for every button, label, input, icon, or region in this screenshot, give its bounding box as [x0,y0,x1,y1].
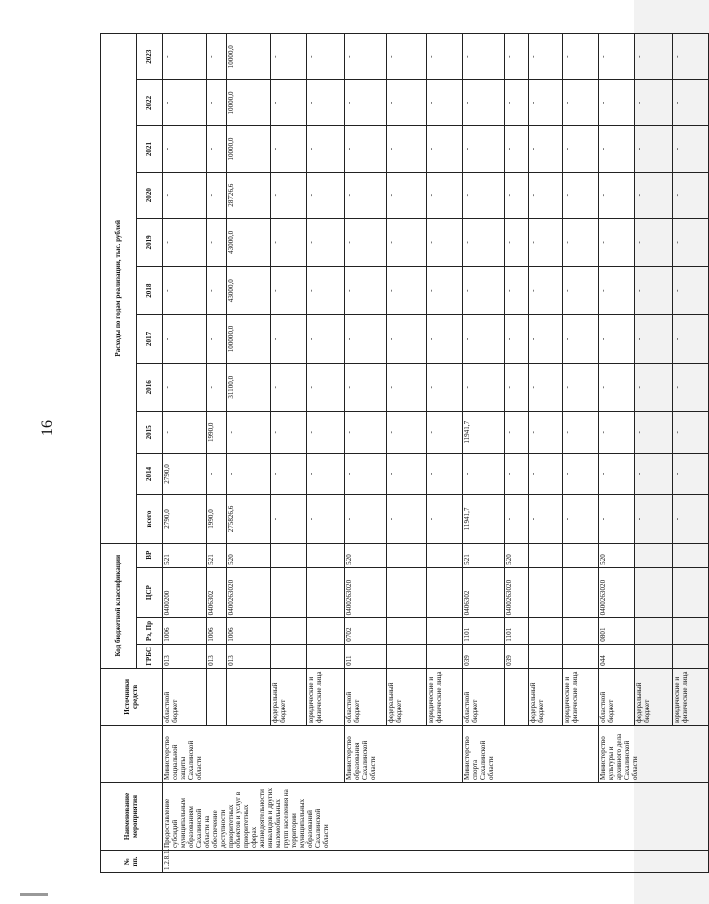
total-value: - [563,495,599,543]
year-value: - [387,411,427,453]
year-value: - [271,453,307,495]
grbs-code [427,644,463,668]
year-value: - [635,172,673,218]
vr-code: 520 [599,543,635,567]
year-value: - [427,315,463,363]
table-row [163,34,207,873]
year-value: - [505,363,529,411]
year-value: - [207,218,227,266]
header-year: 2017 [137,315,163,363]
year-value: - [563,267,599,315]
header-year: 2018 [137,267,163,315]
vr-code: 520 [345,543,387,567]
year-value: - [163,218,207,266]
year-value: - [635,34,673,80]
grbs-code [307,644,345,668]
csr-code [387,567,427,618]
year-value: - [163,80,207,126]
rzpr-code: 1006 [163,618,207,644]
year-value: - [163,34,207,80]
header-year: 2014 [137,453,163,495]
header-year: 2020 [137,172,163,218]
year-value: - [345,363,387,411]
year-value: - [163,267,207,315]
year-value: 43000,0 [227,267,271,315]
year-value: - [529,315,563,363]
rzpr-code [387,618,427,644]
rzpr-code [307,618,345,644]
year-value: - [563,218,599,266]
year-value: - [345,411,387,453]
year-value: - [673,411,709,453]
year-value: - [163,315,207,363]
year-value: - [635,453,673,495]
year-value: - [673,126,709,172]
year-value: - [505,315,529,363]
total-value: 275826,6 [227,495,271,543]
year-value: - [529,80,563,126]
grbs-code [387,644,427,668]
grbs-code: 013 [227,644,271,668]
header-name: Наименование мероприятия [101,782,163,850]
rzpr-code [563,618,599,644]
year-value: - [307,363,345,411]
year-value: - [345,34,387,80]
year-value: - [345,80,387,126]
year-value: - [207,267,227,315]
year-value: - [635,126,673,172]
year-value: - [271,126,307,172]
year-value: - [307,126,345,172]
total-value: - [505,495,529,543]
year-value: - [427,363,463,411]
vr-code [563,543,599,567]
year-value: - [271,34,307,80]
grbs-code: 039 [463,644,505,668]
grbs-code: 013 [163,644,207,668]
year-value: - [673,267,709,315]
year-value: - [307,218,345,266]
year-value: - [599,80,635,126]
year-value: - [163,126,207,172]
year-value: - [463,453,505,495]
grbs-code: 039 [505,644,529,668]
csr-code: 0406302 [207,567,227,618]
year-value: - [529,453,563,495]
executor-name: Министерство культуры и архивного дела Сахалинской области [599,725,709,782]
table-row [599,34,635,873]
csr-code [529,567,563,618]
year-value: - [271,411,307,453]
vr-code [673,543,709,567]
grbs-code: 044 [599,644,635,668]
year-value: - [387,315,427,363]
year-value: - [463,172,505,218]
csr-code [673,567,709,618]
header-expenses-group: Расходы по годам реализации, тыс. рублей [101,34,137,544]
year-value: - [387,172,427,218]
total-value: 2790,0 [163,495,207,543]
vr-code: 521 [207,543,227,567]
vr-code: 520 [227,543,271,567]
year-value: - [563,172,599,218]
year-value: - [307,80,345,126]
header-year: 2016 [137,363,163,411]
year-value: - [387,363,427,411]
year-value: - [635,218,673,266]
header-year: 2021 [137,126,163,172]
year-value: - [529,126,563,172]
funding-source: юридические и физические лица [563,668,599,725]
header-year: 2022 [137,80,163,126]
year-value: - [463,80,505,126]
vr-code [529,543,563,567]
year-value: - [635,80,673,126]
year-value: - [387,218,427,266]
year-value: 10000,0 [227,80,271,126]
executor-name: Министерство образования Сахалинской области [345,725,463,782]
total-value: - [673,495,709,543]
year-value: - [271,80,307,126]
year-value: - [307,315,345,363]
funding-source: юридические и физические лица [427,668,463,725]
grbs-code [673,644,709,668]
year-value: - [599,315,635,363]
year-value: - [563,315,599,363]
year-value: - [207,172,227,218]
rzpr-code [427,618,463,644]
funding-source: федеральный бюджет [529,668,563,725]
year-value: - [427,218,463,266]
rzpr-code [673,618,709,644]
year-value: - [345,315,387,363]
csr-code: 0400263020 [505,567,529,618]
header-csr: ЦСР [137,567,163,618]
vr-code [387,543,427,567]
csr-code: 0406302 [463,567,505,618]
year-value: - [505,411,529,453]
year-value: - [529,267,563,315]
vr-code [307,543,345,567]
year-value: - [563,411,599,453]
year-value: - [207,315,227,363]
year-value: - [673,34,709,80]
header-grbs: ГРБС [137,644,163,668]
funding-source [227,668,271,725]
csr-code: 0400263020 [227,567,271,618]
year-value: - [307,453,345,495]
year-value: - [427,453,463,495]
vr-code: 521 [463,543,505,567]
rzpr-code: 0801 [599,618,635,644]
year-value: - [387,267,427,315]
page-number: 16 [39,420,56,436]
year-value: - [673,218,709,266]
year-value: 100000,0 [227,315,271,363]
year-value: - [563,126,599,172]
year-value: - [505,80,529,126]
year-value: - [387,126,427,172]
budget-table [100,33,709,873]
total-value: 1990,0 [207,495,227,543]
grbs-code [563,644,599,668]
year-value: - [163,363,207,411]
executor-name: Министерство спорта Сахалинской области [463,725,599,782]
year-value: - [345,172,387,218]
year-value: - [599,411,635,453]
table-row [345,34,387,873]
header-executor [101,725,163,782]
year-value: - [505,267,529,315]
header-source: Источники средств [101,668,163,725]
table-header [101,34,163,873]
funding-source: федеральный бюджет [271,668,307,725]
funding-source: областной бюджет [599,668,635,725]
header-year: 2015 [137,411,163,453]
year-value: - [307,34,345,80]
total-value: - [345,495,387,543]
csr-code: 0400263020 [599,567,635,618]
year-value: - [207,363,227,411]
total-value: - [307,495,345,543]
vr-code: 520 [505,543,529,567]
year-value: - [345,218,387,266]
total-value: - [635,495,673,543]
funding-source: юридические и физические лица [673,668,709,725]
year-value: - [505,34,529,80]
year-value: - [271,363,307,411]
header-code-group: Код бюджетной классификации [101,543,137,668]
year-value: - [345,453,387,495]
year-value: - [227,411,271,453]
scan-edge-mark [20,893,48,896]
year-value: - [529,172,563,218]
year-value: - [563,363,599,411]
funding-source: федеральный бюджет [387,668,427,725]
year-value: - [505,218,529,266]
year-value: 10000,0 [227,126,271,172]
year-value: - [307,172,345,218]
year-value: - [271,267,307,315]
year-value: 28726,6 [227,172,271,218]
year-value: - [563,453,599,495]
year-value: - [505,453,529,495]
year-value: - [673,363,709,411]
funding-source [505,668,529,725]
year-value: - [427,80,463,126]
year-value: - [387,80,427,126]
year-value: - [207,126,227,172]
year-value: - [163,411,207,453]
grbs-code [529,644,563,668]
year-value: - [505,126,529,172]
year-value: - [563,80,599,126]
year-value: - [673,172,709,218]
header-num: № пп. [101,851,163,873]
total-value: - [529,495,563,543]
csr-code [635,567,673,618]
total-value: - [271,495,307,543]
vr-code [427,543,463,567]
year-value: - [463,267,505,315]
funding-source: федеральный бюджет [635,668,673,725]
year-value: - [635,363,673,411]
year-value: - [529,218,563,266]
year-value: 1990,0 [207,411,227,453]
rotated-table-wrapper [100,33,689,873]
year-value: - [563,34,599,80]
header-rzpr: Рз, Пр [137,618,163,644]
total-value: - [599,495,635,543]
csr-code [271,567,307,618]
measure-name: Предоставление субсидий муниципальным образованиям Сахалинской области на обеспечение доступности приоритетных объектов и услуг в приоритетных сферах жизнедеятельности инвалидов и других маломобильных групп населения на территории муниципальных образований Сахалинской области [163,782,709,850]
grbs-code: 011 [345,644,387,668]
csr-code: 0400200 [163,567,207,618]
year-value: - [463,363,505,411]
table-row [463,34,505,873]
year-value: - [599,267,635,315]
grbs-code [271,644,307,668]
vr-code [635,543,673,567]
year-value: - [599,363,635,411]
funding-source: областной бюджет [463,668,505,725]
rzpr-code [529,618,563,644]
header-year: 2019 [137,218,163,266]
rzpr-code: 1101 [463,618,505,644]
header-total: всего [137,495,163,543]
year-value: - [427,411,463,453]
csr-code [307,567,345,618]
csr-code [563,567,599,618]
funding-source: юридические и физические лица [307,668,345,725]
rzpr-code [271,618,307,644]
year-value: 2790,0 [163,453,207,495]
header-year: 2023 [137,34,163,80]
year-value: - [463,315,505,363]
executor-name: Министерство социальной защиты Сахалинской области [163,725,345,782]
header-vr: ВР [137,543,163,567]
year-value: - [271,218,307,266]
year-value: - [427,172,463,218]
csr-code: 0400263020 [345,567,387,618]
year-value: - [463,218,505,266]
year-value: 10000,0 [227,34,271,80]
csr-code [427,567,463,618]
rzpr-code: 1006 [207,618,227,644]
rzpr-code: 1006 [227,618,271,644]
year-value: - [673,453,709,495]
year-value: - [599,172,635,218]
year-value: - [529,34,563,80]
year-value: - [345,267,387,315]
funding-source [207,668,227,725]
total-value: - [427,495,463,543]
year-value: - [307,411,345,453]
funding-source: областной бюджет [163,668,207,725]
year-value: - [529,363,563,411]
year-value: - [599,34,635,80]
year-value: - [207,453,227,495]
year-value: - [673,315,709,363]
year-value: - [207,34,227,80]
year-value: - [635,411,673,453]
year-value: - [227,453,271,495]
grbs-code: 013 [207,644,227,668]
year-value: - [387,453,427,495]
year-value: - [463,34,505,80]
vr-code [271,543,307,567]
table-body [163,34,709,873]
year-value: - [673,80,709,126]
year-value: - [635,267,673,315]
rzpr-code: 1101 [505,618,529,644]
year-value: - [599,126,635,172]
year-value: - [271,172,307,218]
year-value: - [599,453,635,495]
year-value: - [271,315,307,363]
vr-code: 521 [163,543,207,567]
measure-number: 1.2.8.1. [163,851,709,873]
year-value: 43000,0 [227,218,271,266]
rzpr-code: 0702 [345,618,387,644]
year-value: 11941,7 [463,411,505,453]
year-value: - [427,34,463,80]
year-value: - [207,80,227,126]
year-value: - [599,218,635,266]
grbs-code [635,644,673,668]
year-value: - [635,315,673,363]
year-value: - [307,267,345,315]
year-value: - [427,126,463,172]
year-value: - [505,172,529,218]
year-value: - [345,126,387,172]
rzpr-code [635,618,673,644]
year-value: - [163,172,207,218]
total-value: - [387,495,427,543]
year-value: - [463,126,505,172]
total-value: 11941,7 [463,495,505,543]
year-value: - [427,267,463,315]
year-value: - [387,34,427,80]
year-value: 31100,0 [227,363,271,411]
year-value: - [529,411,563,453]
funding-source: областной бюджет [345,668,387,725]
